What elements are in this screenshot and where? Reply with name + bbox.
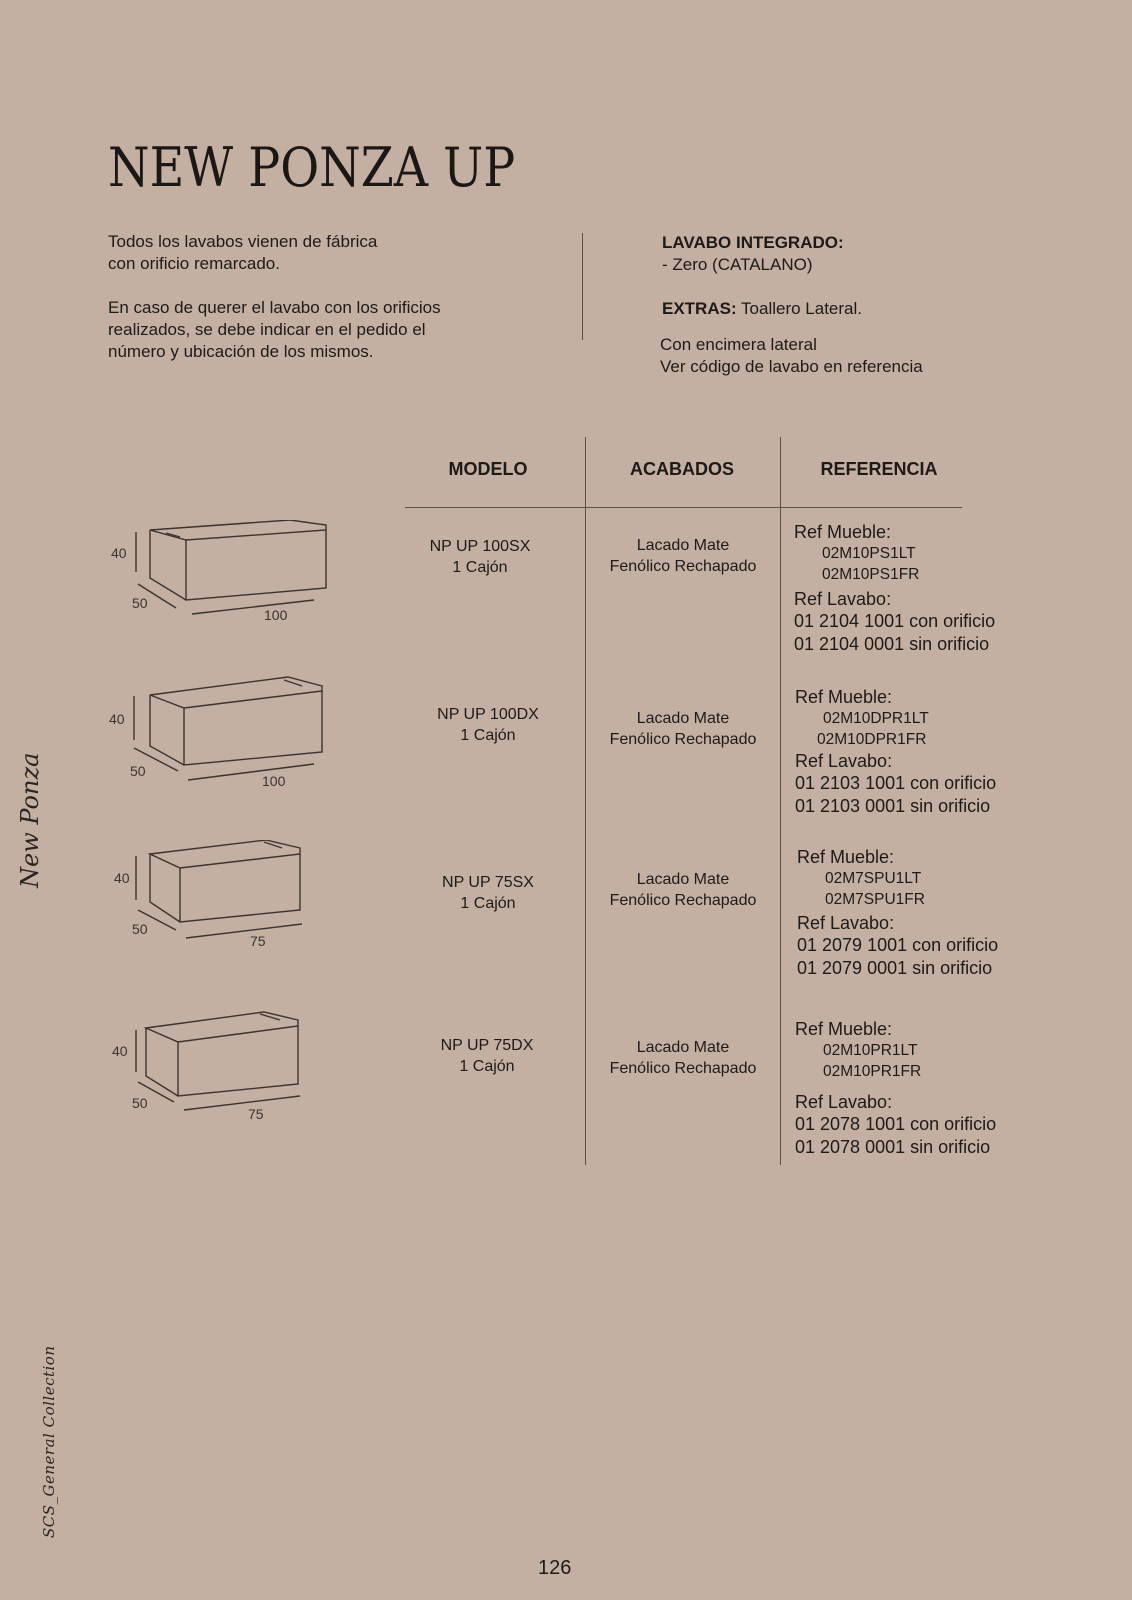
ref-mueble-code: 02M10DPR1LT [823,710,929,727]
intro-line: En caso de querer el lavabo con los orificios [108,298,441,317]
intro-line: número y ubicación de los mismos. [108,342,374,361]
finish-option: Fenólico Rechapado [609,731,757,748]
finish-option: Lacado Mate [636,710,730,727]
model-drawers: 1 Cajón [460,727,516,744]
note-line: Con encimera lateral [660,335,817,354]
dim-height: 40 [112,1043,128,1059]
column-divider [585,437,586,1165]
page-number: 126 [538,1557,572,1579]
row-reference [795,686,996,818]
ref-mueble-label: Ref Mueble: [795,687,893,707]
ref-mueble-code: 02M10DPR1FR [817,731,927,748]
dim-width: 100 [264,607,288,623]
row-model [392,1035,582,1077]
extras-line [662,298,1082,320]
ref-mueble-code: 02M10PR1FR [823,1063,922,1080]
ref-mueble-code: 02M7SPU1LT [825,870,922,887]
lavabo-value: - Zero (CATALANO) [662,255,813,274]
finish-option: Lacado Mate [636,871,730,888]
info-block [662,232,1082,320]
finish-option: Fenólico Rechapado [609,892,757,909]
model-name: NP UP 100SX [429,538,531,555]
finish-option: Lacado Mate [636,1039,730,1056]
ref-mueble-label: Ref Mueble: [797,847,895,867]
row-model [393,704,583,746]
ref-lavabo-label: Ref Lavabo: [797,913,895,933]
ref-lavabo-label: Ref Lavabo: [795,1092,893,1112]
lavabo-label: LAVABO INTEGRADO: [662,233,844,252]
intro-text [108,231,548,363]
ref-lavabo-code: 01 2104 1001 con orificio [794,611,996,631]
cabinet-diagram [108,1010,308,1122]
row-finish [588,869,778,911]
side-label: New Ponza [16,752,44,888]
ref-lavabo-code: 01 2078 1001 con orificio [795,1114,997,1134]
ref-mueble-code: 02M10PS1FR [822,566,920,583]
ref-mueble-label: Ref Mueble: [795,1019,893,1039]
dim-height: 40 [114,870,130,886]
ref-lavabo-label: Ref Lavabo: [794,589,892,609]
finish-option: Fenólico Rechapado [609,558,757,575]
ref-lavabo-code: 01 2103 0001 sin orificio [795,796,991,816]
dim-height: 40 [111,545,127,561]
extras-value: Toallero Lateral. [736,299,862,318]
model-drawers: 1 Cajón [452,559,508,576]
ref-mueble-label: Ref Mueble: [794,522,892,542]
cabinet-diagram [106,676,336,788]
dim-width: 100 [262,773,286,788]
row-model [385,536,575,578]
model-name: NP UP 100DX [437,706,539,723]
ref-lavabo-code: 01 2079 1001 con orificio [797,935,999,955]
dim-width: 75 [250,933,266,949]
dim-depth: 50 [130,763,146,779]
intro-line: realizados, se debe indicar en el pedido el [108,320,426,339]
header-rule [405,507,962,508]
ref-lavabo-code: 01 2079 0001 sin orificio [797,958,993,978]
ref-mueble-code: 02M10PR1LT [823,1042,918,1059]
row-finish [588,1037,778,1079]
header-acabados: ACABADOS [629,459,734,479]
row-finish [588,535,778,577]
model-name: NP UP 75SX [442,874,534,891]
collection-label: SCS_General Collection [40,1345,58,1538]
row-reference [794,521,995,656]
intro-line: Todos los lavabos vienen de fábrica [108,232,378,251]
info-note [660,334,1080,378]
model-name: NP UP 75DX [440,1037,534,1054]
row-reference [795,1018,996,1159]
row-model [393,872,583,914]
row-reference [797,846,998,980]
cabinet-diagram [108,520,338,630]
row-finish [588,708,778,750]
model-drawers: 1 Cajón [460,895,516,912]
dim-height: 40 [109,711,125,727]
ref-mueble-code: 02M7SPU1FR [825,891,925,908]
dim-depth: 50 [132,1095,148,1111]
dim-depth: 50 [132,595,148,611]
dim-depth: 50 [132,921,148,937]
header-modelo: MODELO [448,459,528,479]
finish-option: Fenólico Rechapado [609,1060,757,1077]
cabinet-diagram [108,840,308,952]
ref-lavabo-code: 01 2104 0001 sin orificio [794,634,990,654]
column-divider [780,437,781,1165]
ref-lavabo-code: 01 2103 1001 con orificio [795,773,997,793]
intro-divider [582,233,583,340]
extras-label: EXTRAS: [662,299,737,318]
dim-width: 75 [248,1106,264,1122]
page-title: NEW PONZA UP [108,136,516,199]
ref-lavabo-label: Ref Lavabo: [795,751,893,771]
intro-line: con orificio remarcado. [108,254,280,273]
note-line: Ver código de lavabo en referencia [660,357,923,376]
header-referencia: REFERENCIA [820,459,938,479]
ref-mueble-code: 02M10PS1LT [822,545,916,562]
finish-option: Lacado Mate [636,537,730,554]
model-drawers: 1 Cajón [459,1058,515,1075]
ref-lavabo-code: 01 2078 0001 sin orificio [795,1137,991,1157]
